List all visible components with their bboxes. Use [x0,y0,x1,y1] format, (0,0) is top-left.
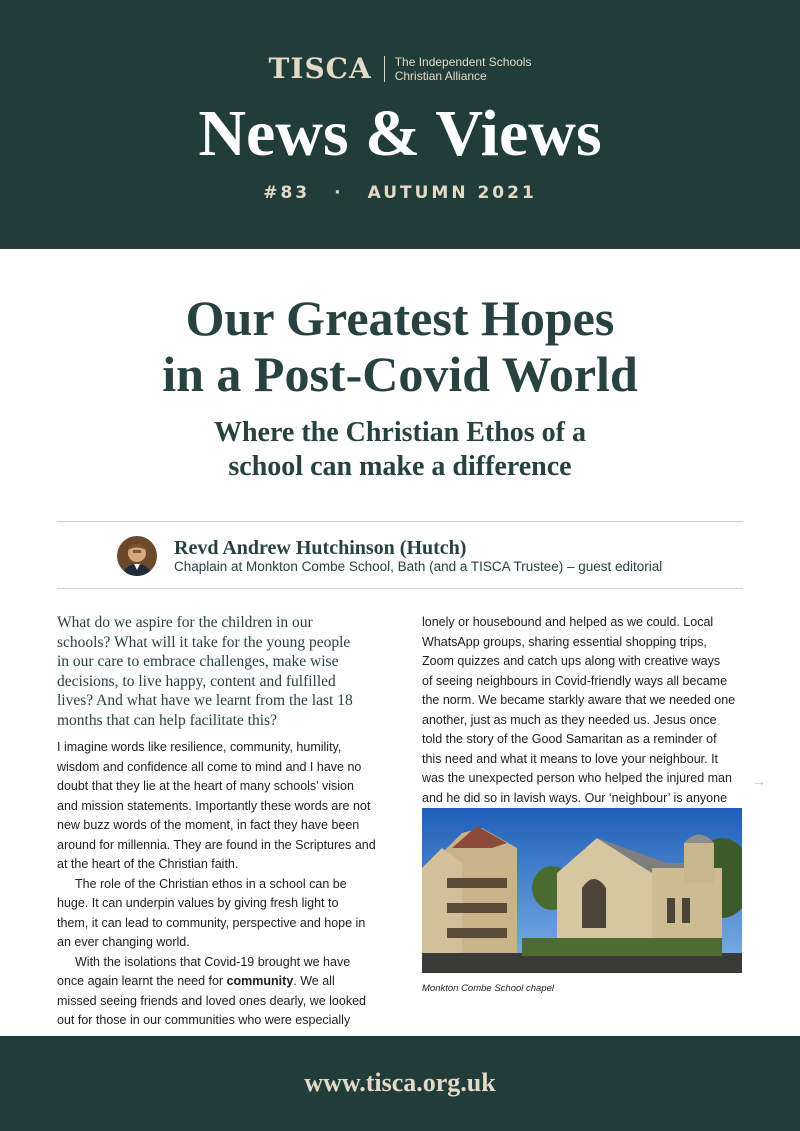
body-line: huge. It can underpin values by giving fresh light to [57,896,339,910]
body-line [57,972,407,992]
body-line: of seeing neighbours in Covid-friendly ways all became [422,673,728,688]
intro-line: lives? And what have we learnt from the last 18 [57,692,353,709]
author-role: Chaplain at Monkton Combe School, Bath (and a TISCA Trustee) – guest editorial [174,559,663,574]
headline-line-1: Our Greatest Hopes [185,290,615,346]
body-line: was the unexpected person who helped the injured man [422,771,732,785]
photo-caption: Monkton Combe School chapel [422,983,555,994]
brand-tagline [395,55,532,83]
tagline-line-1: The Independent Schools [394,54,532,69]
body-line: around for millennia. They are found in the Scriptures and [57,837,376,852]
body-text: once again learnt the need for [57,974,224,988]
article-body-right-column [422,613,747,808]
author-bottom-divider [57,588,743,589]
newsletter-title: News & Views [198,97,602,170]
article-body-left-column [57,738,407,1031]
body-text: . We all [293,974,335,988]
chapel-photo [422,808,742,973]
emphasis-community: community [226,974,294,988]
article-headline [0,290,800,402]
body-line: I imagine words like resilience, community, humility, [57,740,342,754]
body-line: the norm. We became starkly aware that we needed one [422,693,736,707]
headline-line-2: in a Post-Covid World [162,346,638,402]
subhead-line-2: school can make a difference [228,451,572,482]
body-line: an ever changing world. [57,935,190,949]
body-line: The role of the Christian ethos in a school can be [75,876,347,891]
tisca-logo [0,52,800,85]
body-line: another, just as much as they needed us. Jesus once [422,712,717,727]
body-line: doubt that they lie at the heart of many schools’ vision [57,779,354,793]
body-line: missed seeing friends and loved ones dearly, we looked [57,993,366,1008]
article-intro [57,613,407,730]
issue-season: AUTUMN 2021 [367,183,537,203]
body-line: With the isolations that Covid-19 brought we have [75,954,351,969]
body-line: lonely or housebound and helped as we could. Local [422,615,714,629]
intro-line: months that can help facilitate this? [57,711,277,729]
subhead-line-1: Where the Christian Ethos of a [213,417,587,448]
author-avatar [117,536,157,576]
body-line: them, it can lead to community, perspective and hope in [57,915,366,930]
arrow-right-icon[interactable]: → [752,773,766,789]
body-line: at the heart of the Christian faith. [57,857,239,871]
body-line: new buzz words of the moment, in fact they have been [57,818,360,832]
body-line: and mission statements. Importantly these words are not [57,798,371,813]
tagline-line-2: Christian Alliance [394,68,487,83]
body-line: out for those in our communities who were especially [57,1013,351,1027]
body-line: WhatsApp groups, sharing essential shopping trips, [422,634,707,649]
body-line: Zoom quizzes and catch ups along with creative ways [422,654,721,668]
article-subheading [0,416,800,484]
footer-banner [0,1036,800,1131]
body-line: wisdom and confidence all come to mind and I have no [57,759,362,774]
body-line: this need and what it means to love your neighbour. It [422,751,719,766]
masthead-banner [0,0,800,249]
issue-number: #83 [263,183,311,203]
brand-divider [384,56,385,82]
intro-line: schools? What will it take for the young people [57,633,351,651]
issue-separator: · [334,183,344,203]
author-name: Revd Andrew Hutchinson (Hutch) [174,537,467,559]
body-line: and he did so in lavish ways. Our ‘neighbour’ is anyone [422,790,728,805]
intro-line: What do we aspire for the children in our [57,614,313,631]
author-top-divider [57,521,743,522]
issue-line [0,183,800,203]
body-line: told the story of the Good Samaritan as a reminder of [422,732,717,746]
intro-line: in our care to embrace challenges, make wise [57,653,339,670]
brand-name: TISCA [268,52,372,85]
website-link[interactable]: www.tisca.org.uk [304,1068,496,1097]
intro-line: decisions, to live happy, content and fulfilled [57,672,336,690]
